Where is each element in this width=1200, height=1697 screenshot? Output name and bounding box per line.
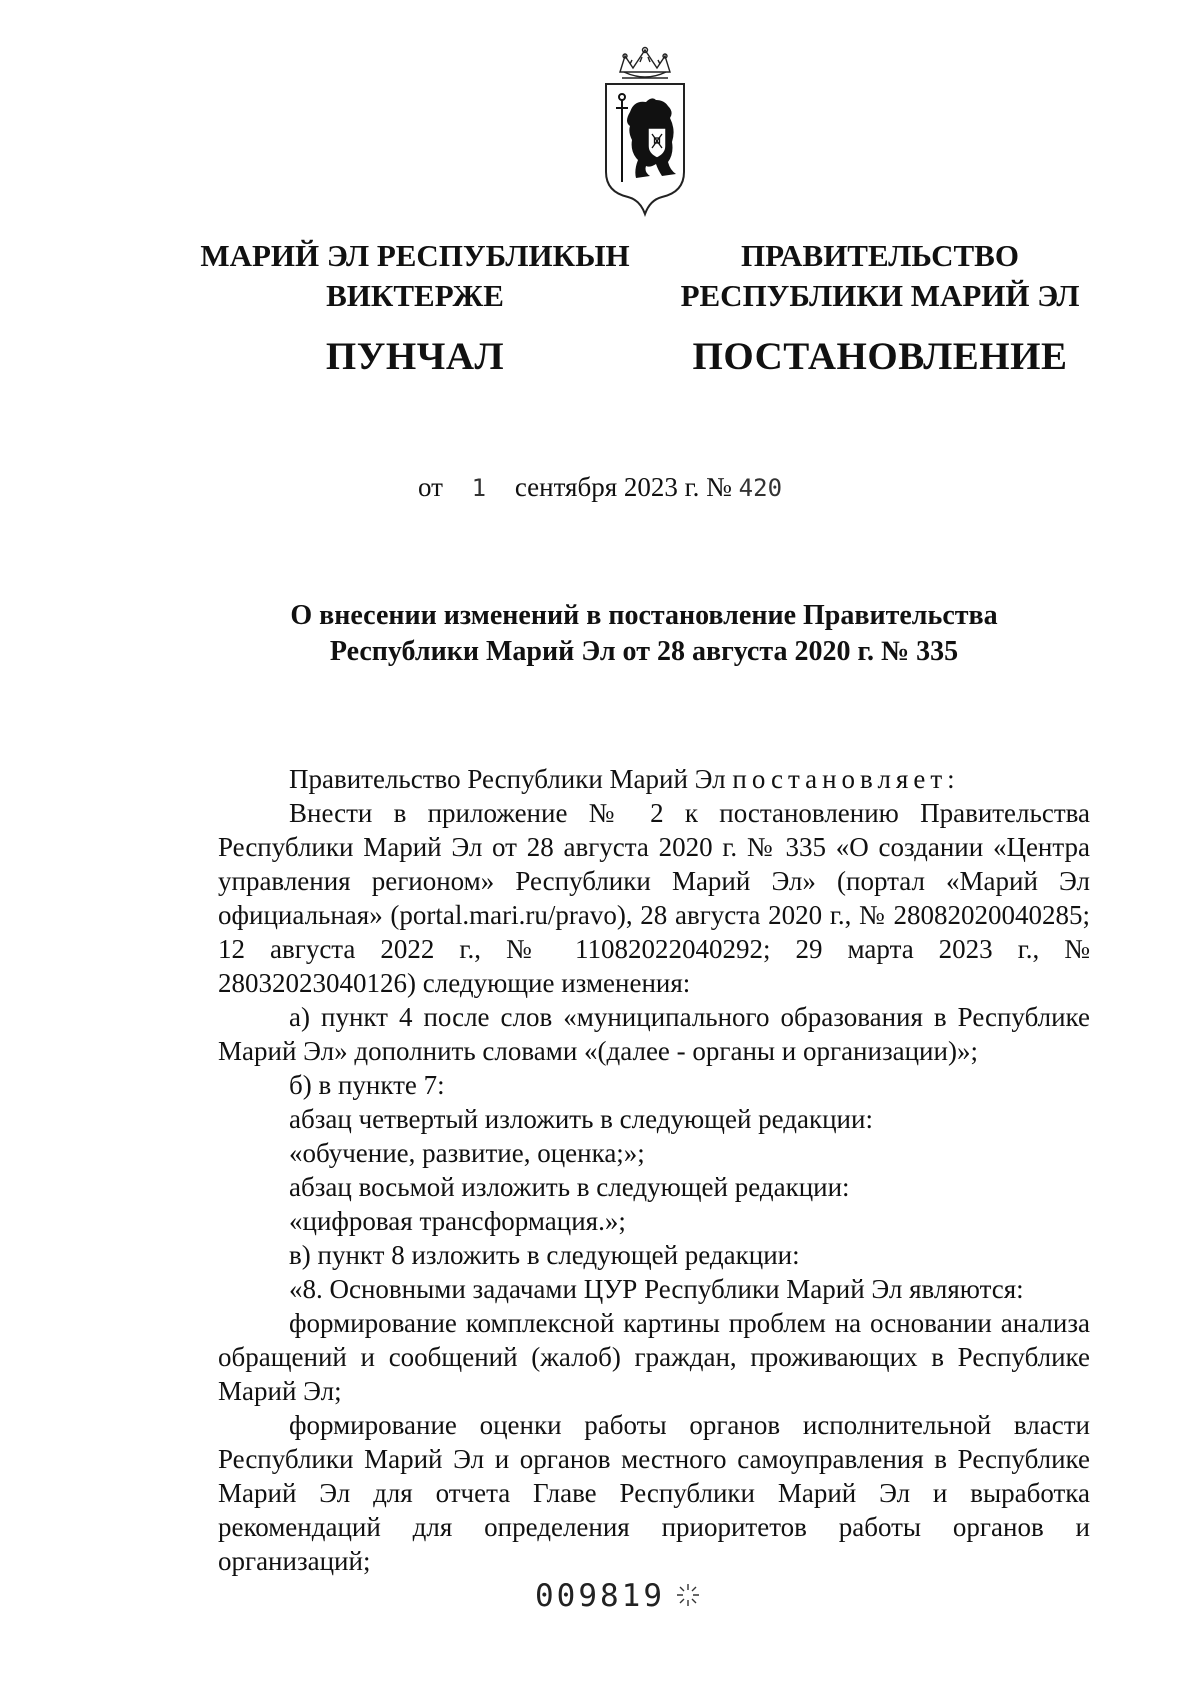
date-prefix: от: [417, 472, 443, 502]
document-body: [218, 762, 1090, 1578]
title-line1: О внесении изменений в постановление Правительства: [290, 600, 998, 631]
registration-number: 009819: [535, 1578, 665, 1614]
date-month-year: сентября 2023 г.: [514, 472, 700, 502]
title-line2: Республики Марий Эл от 28 августа 2020 г. № 335: [329, 636, 959, 667]
body-paragraph: формирование комплексной картины проблем на основании анализа обращений и сообщений (жалоб) граждан, проживающих в Республике Марий Эл;: [218, 1308, 1090, 1406]
body-paragraph: «цифровая трансформация.»;: [289, 1206, 626, 1236]
body-paragraph: а) пункт 4 после слов «муниципального образования в Республике Марий Эл» дополнить словами «(далее - органы и организации)»;: [218, 1002, 1090, 1066]
date-line: [0, 472, 1200, 503]
header-right-line1: ПРАВИТЕЛЬСТВО: [741, 238, 1019, 273]
header-left: [190, 236, 640, 382]
opening-paragraph: [218, 762, 1090, 796]
coat-of-arms-icon: [600, 42, 690, 220]
body-paragraph: в) пункт 8 изложить в следующей редакции:: [289, 1240, 800, 1270]
body-paragraph: «8. Основными задачами ЦУР Республики Марий Эл являются:: [289, 1274, 1024, 1304]
opening-text: Правительство Республики Марий Эл: [289, 764, 726, 794]
body-paragraph: абзац восьмой изложить в следующей редакции:: [289, 1172, 850, 1202]
number-sign: №: [706, 472, 732, 502]
body-paragraph: формирование оценки работы органов исполнительной власти Республики Марий Эл и органов местного самоуправления в Республике Марий Эл для отчета Главе Республики Марий Эл и выработка рекомендаций для определения приоритетов работы органов и организаций;: [218, 1410, 1090, 1576]
header-left-doc-type: ПУНЧАЛ: [325, 335, 505, 378]
body-paragraph: абзац четвертый изложить в следующей редакции:: [289, 1104, 873, 1134]
opening-verb: постановляет:: [732, 764, 960, 794]
registration-mark-icon: [675, 1582, 701, 1608]
header-right-line2: РЕСПУБЛИКИ МАРИЙ ЭЛ: [680, 278, 1080, 313]
document-number: 420: [738, 474, 783, 502]
body-paragraph: б) в пункте 7:: [289, 1070, 445, 1100]
header-right-doc-type: ПОСТАНОВЛЕНИЕ: [692, 335, 1068, 378]
header-right: [650, 236, 1110, 382]
body-paragraph: «обучение, развитие, оценка;»;: [289, 1138, 645, 1168]
document-title: [240, 598, 1048, 670]
body-paragraph: Внести в приложение № 2 к постановлению Правительства Республики Марий Эл от 28 августа 2020 г. № 335 «О создании «Центра управления регионом» Республики Марий Эл» (портал «Марий Эл официальная» (portal.mari.ru/pravo), 28 августа 2020 г., № 28082020040285; 12 августа 2022 г., № 11082022040292; 29 марта 2023 г., № 28032023040126) следующие изменения:: [218, 798, 1090, 998]
date-day: 1: [471, 474, 487, 502]
header-left-line1: МАРИЙ ЭЛ РЕСПУБЛИКЫН: [200, 238, 630, 273]
header-left-line2: ВИКТЕРЖЕ: [326, 278, 504, 313]
